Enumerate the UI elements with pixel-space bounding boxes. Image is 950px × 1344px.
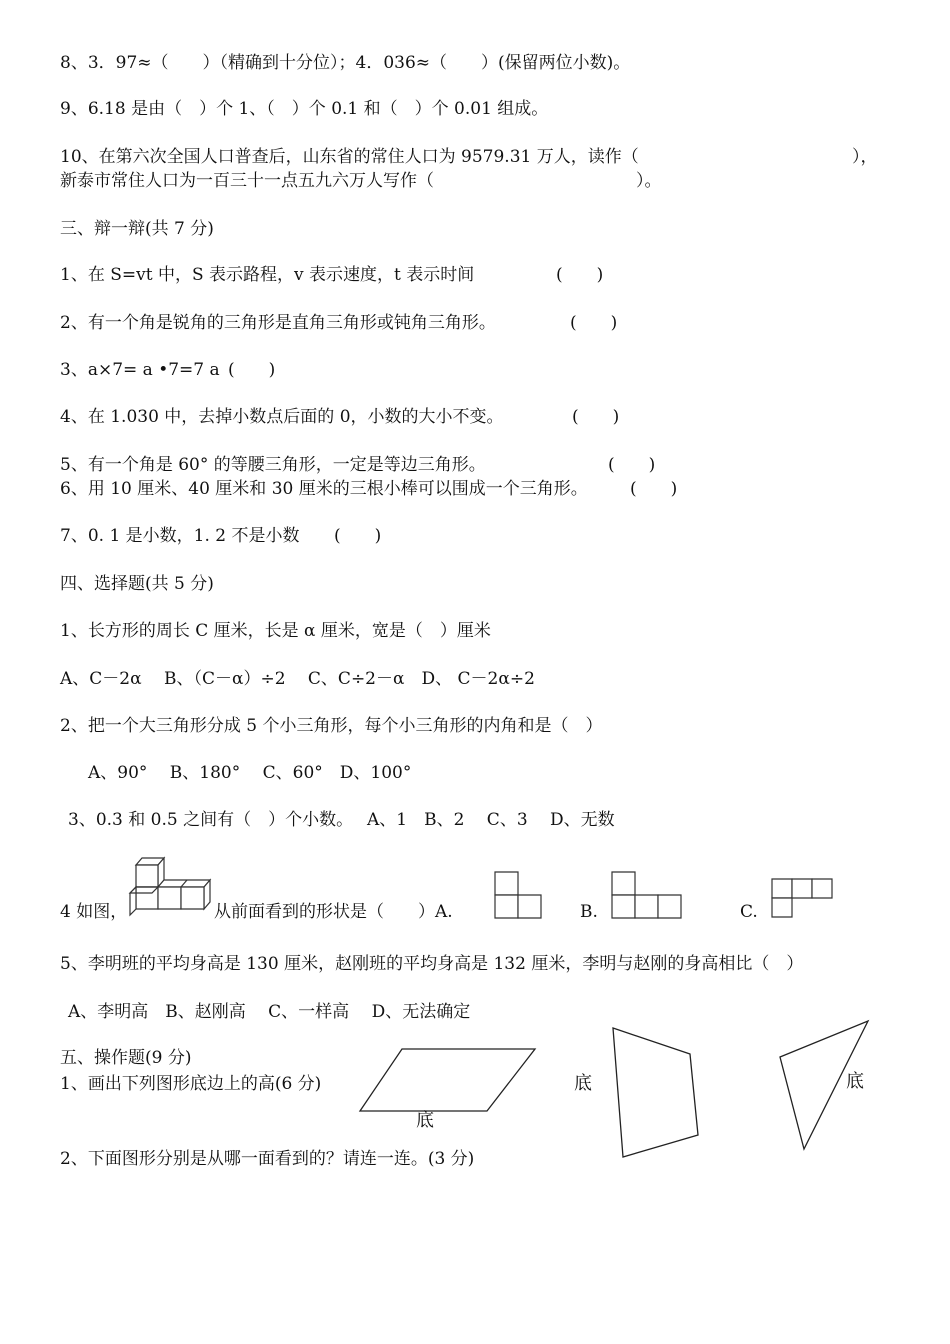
mc-q3: 3、0.3 和 0.5 之间有（ ）个小数。 A、1 B、2 C、3 D、无数: [68, 810, 615, 830]
mc-q5-options: A、李明高 B、赵刚高 C、一样高 D、无法确定: [68, 1002, 471, 1022]
tf-paren-5: ( ): [608, 455, 656, 475]
section-5-title: 五、操作题(9 分): [60, 1048, 192, 1068]
q10-text-a: 10、在第六次全国人口普查后，山东省的常住人口为 9579.31 万人，读作（: [60, 147, 639, 167]
triangle-base-label: 底: [846, 1071, 864, 1092]
tf-item-1: 1、在 S=vt 中，S 表示路程，v 表示速度，t 表示时间: [60, 265, 475, 285]
parallelogram-figure: [355, 1045, 540, 1117]
mc-q4-option-c: C.: [740, 902, 758, 922]
cube-stack-figure: [128, 855, 214, 921]
mc-q2: 2、把一个大三角形分成 5 个小三角形，每个小三角形的内角和是（ ）: [60, 716, 603, 736]
quadrilateral-figure: [608, 1022, 704, 1162]
q10-line-a: [60, 146, 639, 168]
mc-q4-prefix: 4 如图，: [60, 902, 128, 922]
mc-q5: 5、李明班的平均身高是 130 厘米，赵刚班的平均身高是 132 厘米，李明与赵刚的身高相比（ ）: [60, 954, 804, 974]
tf-item-3: 3、a×7= a •7=7 a: [60, 360, 220, 380]
tf-item-5: 5、有一个角是 60° 的等腰三角形，一定是等边三角形。: [60, 455, 486, 475]
tf-paren-4: ( ): [572, 407, 620, 427]
q8-line: 8、3．97≈（ ）（精确到十分位）；4．036≈（ ）(保留两位小数)。: [60, 53, 631, 73]
tf-item-7: 7、0. 1 是小数，1. 2 不是小数: [60, 526, 300, 546]
parallelogram-base-label: 底: [416, 1110, 434, 1131]
q9-line: 9、6.18 是由（ ）个 1、（ ）个 0.1 和（ ）个 0.01 组成。: [60, 99, 549, 119]
q10-line-b: 新泰市常住人口为一百三十一点五九六万人写作（: [60, 171, 434, 191]
option-a-figure: [494, 870, 544, 920]
tf-item-6: 6、用 10 厘米、40 厘米和 30 厘米的三根小棒可以围成一个三角形。: [60, 479, 588, 499]
section-4-title: 四、选择题(共 5 分): [60, 574, 214, 594]
tf-item-2: 2、有一个角是锐角的三角形是直角三角形或钝角三角形。: [60, 313, 496, 333]
quadrilateral-base-label: 底: [574, 1073, 592, 1094]
mc-q4-option-b: B.: [580, 902, 598, 922]
q10-line-b-end: ）。: [636, 171, 662, 191]
mc-q2-options: A、90° B、180° C、60° D、100°: [88, 763, 412, 783]
tf-paren-1: ( ): [556, 265, 604, 285]
mc-q1: 1、长方形的周长 C 厘米，长是 α 厘米，宽是（ ）厘米: [60, 621, 491, 641]
option-c-figure: [771, 877, 835, 919]
mc-q4-mid: 从前面看到的形状是（ ）A.: [214, 902, 453, 922]
op-q2: 2、下面图形分别是从哪一面看到的？请连一连。(3 分): [60, 1149, 475, 1169]
op-q1: 1、画出下列图形底边上的高(6 分): [60, 1074, 322, 1094]
tf-paren-2: ( ): [570, 313, 618, 333]
tf-item-4: 4、在 1.030 中，去掉小数点后面的 0，小数的大小不变。: [60, 407, 504, 427]
option-b-figure: [611, 870, 685, 920]
q10-line-a-end: ），: [852, 147, 878, 167]
tf-paren-7: ( ): [334, 526, 382, 546]
mc-q1-options: A、C－2α B、（C－α）÷2 C、C÷2－α D、 C－2α÷2: [60, 669, 535, 689]
section-3-title: 三、辩一辩(共 7 分): [60, 219, 214, 239]
tf-paren-3: ( ): [228, 360, 276, 380]
tf-paren-6: ( ): [630, 479, 678, 499]
